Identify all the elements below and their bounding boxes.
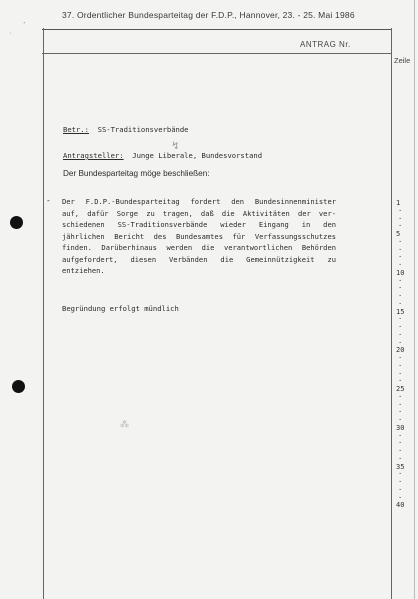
motion-body-line: schiedenen SS-Traditionsverbände wieder Eingang in den: [62, 220, 336, 229]
subject-line: [63, 124, 189, 136]
line-number: 1: [396, 199, 401, 207]
line-dot: ·: [398, 454, 403, 463]
line-dot: ·: [398, 408, 403, 417]
motion-body-line: Der F.D.P.-Bundesparteitag fordert den Bundesinnenminister: [62, 197, 336, 206]
motion-body-line: auf, dafür Sorge zu tragen, daß die Aktivitäten der ver-: [62, 208, 336, 218]
line-dot: ·: [398, 253, 403, 262]
header-title: 37. Ordentlicher Bundesparteitag der F.D.P., Hannover, 23. - 25. Mai 1986: [62, 10, 355, 20]
line-dot: ·: [398, 245, 403, 254]
page-edge: [414, 0, 415, 599]
line-dot: ·: [398, 369, 403, 378]
line-dot: ·: [398, 485, 403, 494]
motion-body-line: finden. Darüberhinaus werden die verantwortlichen Behörden: [62, 243, 336, 252]
faint-stamp: ⁂: [120, 420, 129, 430]
punch-hole-bottom: [12, 380, 25, 393]
line-dot: ·: [398, 323, 403, 331]
line-dot: ·: [398, 206, 403, 215]
line-number: 5: [396, 230, 401, 238]
line-dot: ·: [398, 261, 403, 269]
line-dot: ·: [398, 214, 403, 223]
line-dot: ·: [398, 315, 403, 324]
motion-body: [62, 196, 336, 277]
line-number: 25: [396, 385, 405, 393]
line-dot: ·: [398, 222, 403, 231]
zeile-label: Zeile: [394, 56, 411, 65]
margin-dash: -: [46, 196, 51, 205]
subject-label: Betr.:: [63, 125, 89, 134]
punch-hole-top: [10, 216, 23, 229]
justification: Begründung erfolgt mündlich: [62, 304, 179, 313]
corner-mark: ˏ: [22, 14, 27, 23]
applicant-line: [63, 150, 262, 162]
motion-body-line: aufgefordert, diesen Verbänden die Gemeinnützigkeit zu: [62, 254, 336, 264]
line-dot: ·: [398, 470, 403, 479]
subject-value: SS-Traditionsverbände: [97, 125, 189, 134]
line-number: 40: [396, 501, 405, 510]
line-number: 30: [396, 423, 405, 432]
line-dot: ·: [398, 354, 403, 362]
line-dot: ·: [398, 299, 403, 308]
line-dot: ·: [398, 392, 403, 401]
top-rule: [42, 29, 392, 30]
line-dot: ·: [398, 493, 403, 502]
applicant-value: Junge Liberale, Bundesvorstand: [132, 151, 263, 160]
line-number: 10: [396, 268, 405, 277]
motion-body-line: entziehen.: [62, 266, 105, 275]
ink-mark: ↯: [172, 139, 179, 152]
corner-mark: ˙: [8, 32, 13, 41]
line-dot: ·: [398, 431, 403, 440]
applicant-label: Antragsteller:: [63, 151, 124, 160]
line-number: 20: [396, 346, 405, 355]
line-dot: ·: [398, 400, 403, 409]
left-margin-line: [43, 28, 44, 599]
line-dot: ·: [398, 338, 403, 347]
resolution-heading: Der Bundesparteitag möge beschließen:: [63, 169, 210, 178]
line-number: 15: [396, 307, 405, 316]
motion-body-line: jährlichen Bericht des Bundesamtes für Verfassungsschutzes: [62, 231, 336, 241]
line-number-column: [396, 200, 410, 510]
line-dot: ·: [398, 439, 403, 448]
line-number: 35: [396, 462, 405, 471]
line-dot: ·: [398, 416, 403, 424]
line-dot: ·: [398, 237, 403, 246]
line-dot: ·: [398, 276, 403, 285]
line-dot: ·: [398, 361, 403, 370]
right-margin-line: [391, 28, 392, 599]
line-dot: ·: [398, 478, 403, 486]
line-dot: ·: [398, 284, 403, 293]
second-rule: [42, 53, 392, 54]
antrag-number-label: ANTRAG Nr.: [300, 40, 351, 49]
line-dot: ·: [398, 292, 403, 300]
line-dot: ·: [398, 377, 403, 386]
line-dot: ·: [398, 447, 403, 455]
line-dot: ·: [398, 330, 403, 339]
